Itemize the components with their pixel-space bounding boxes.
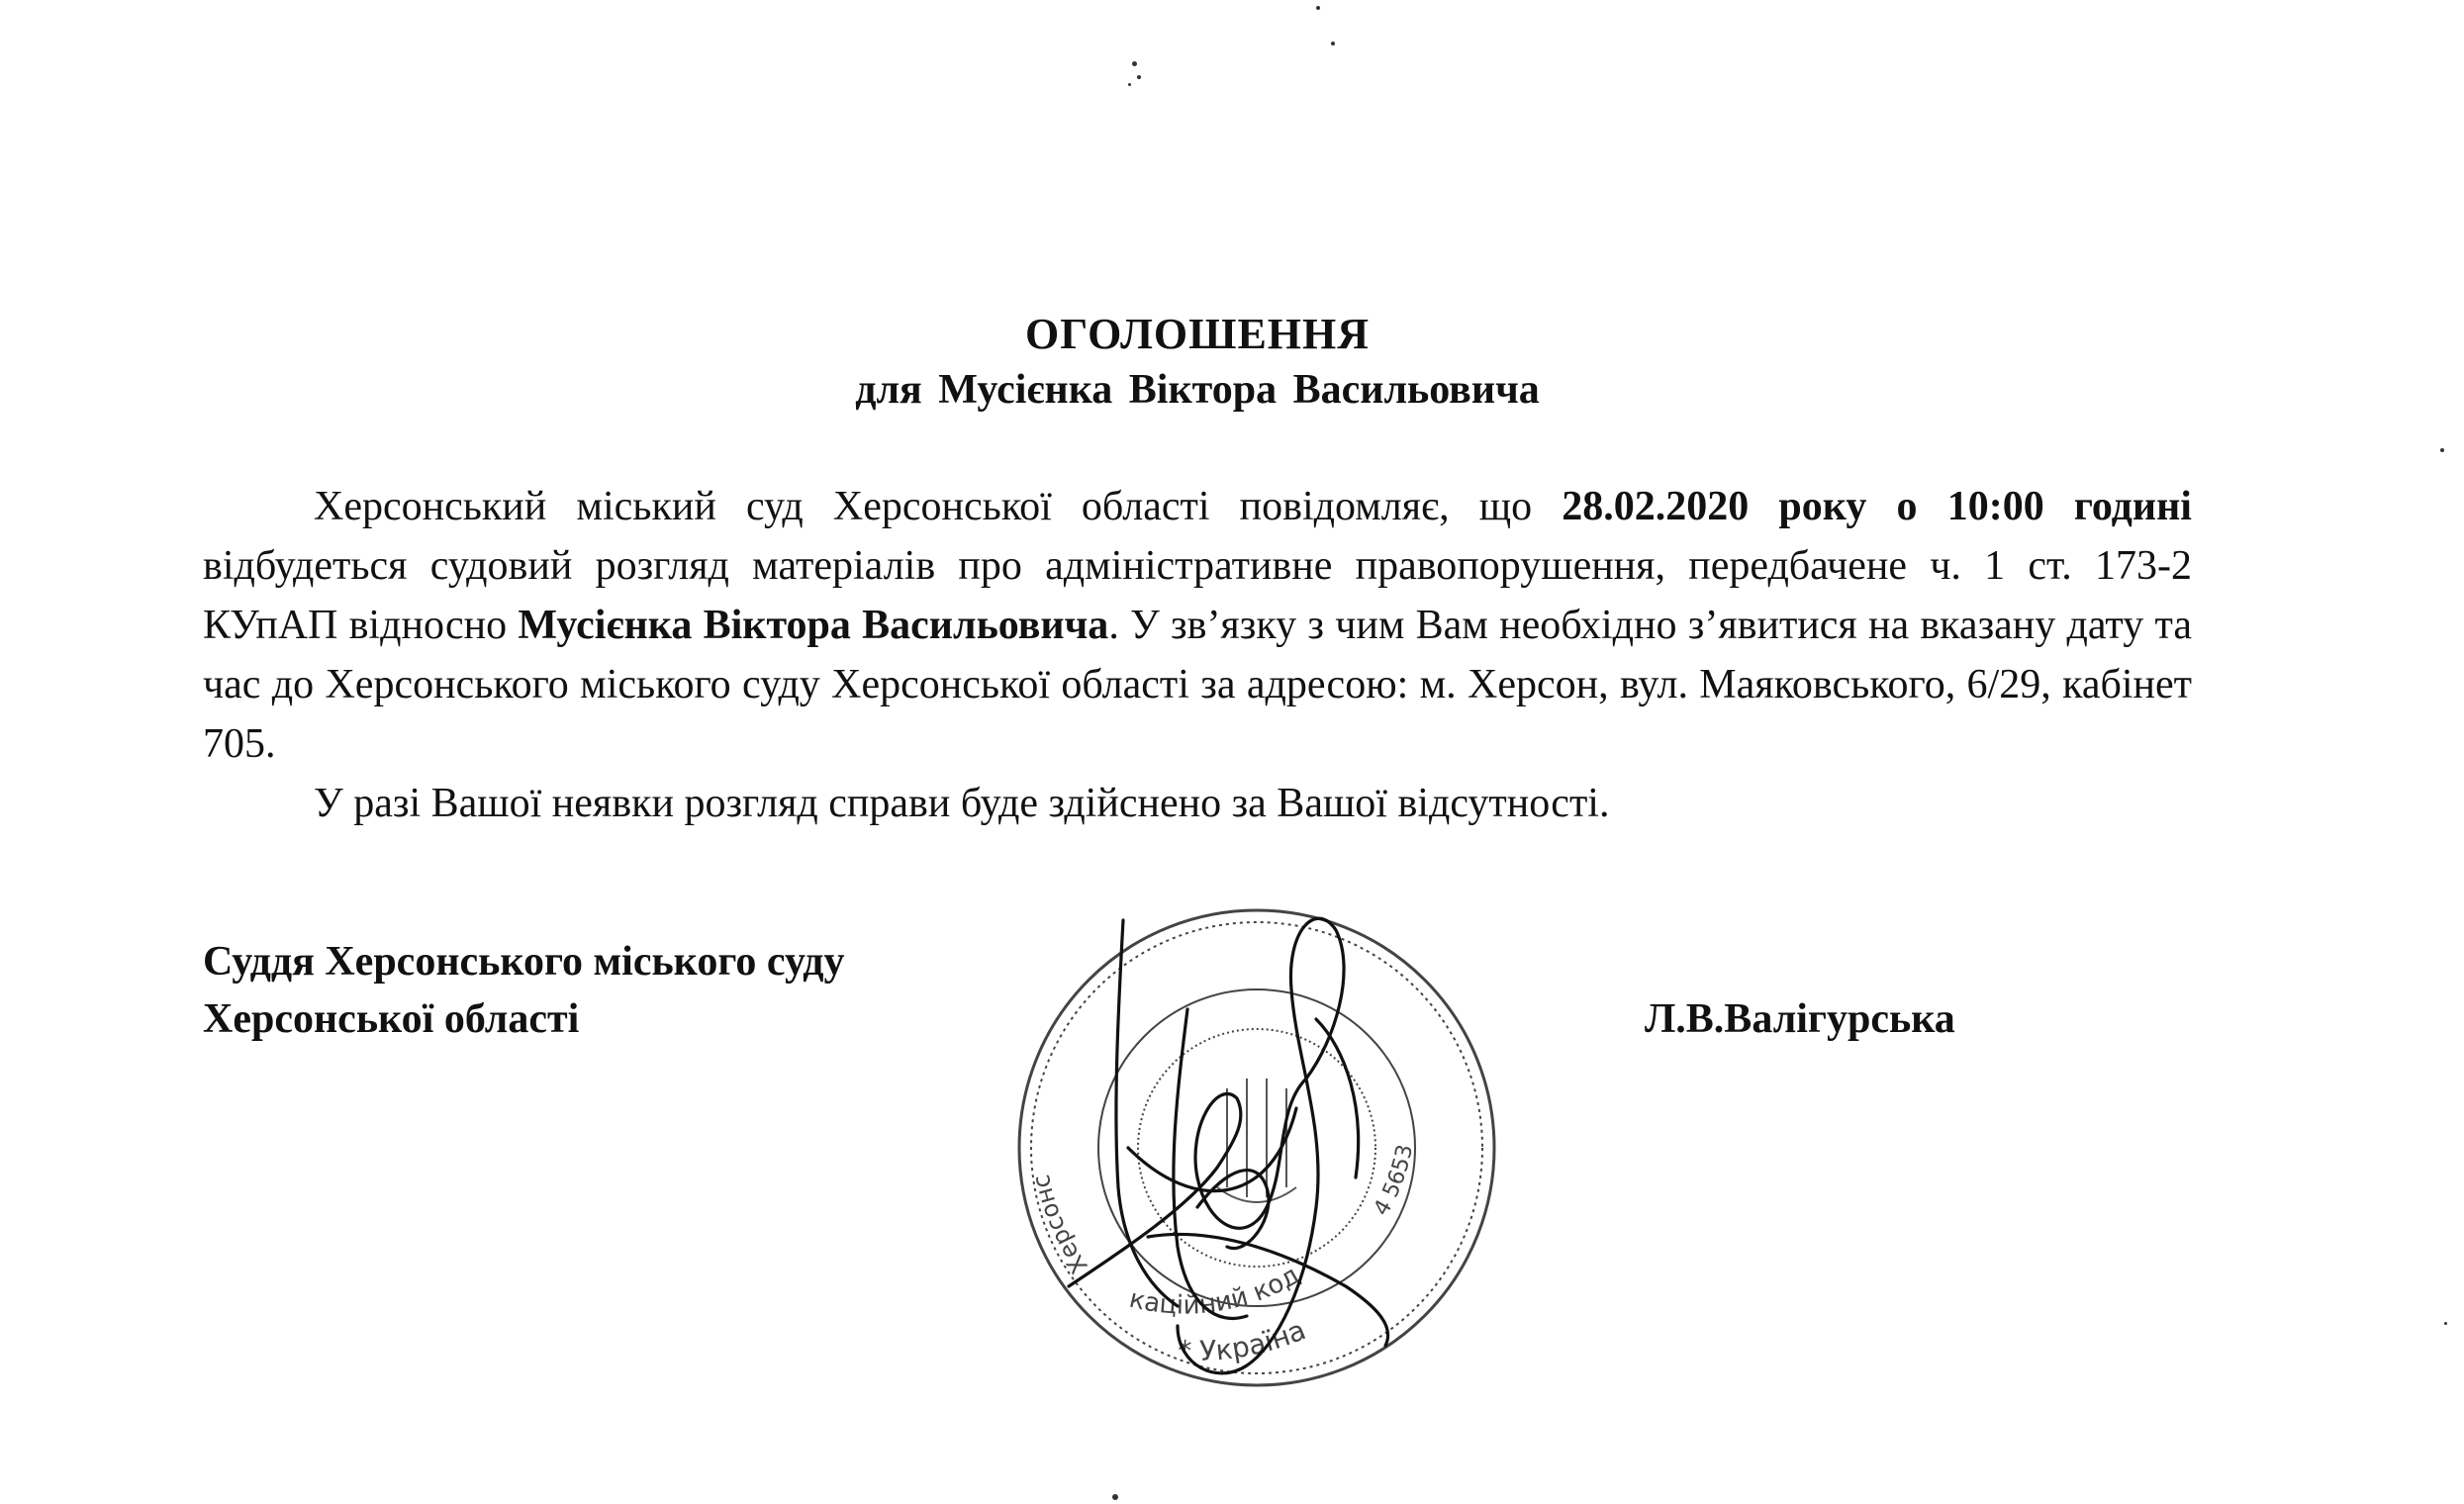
judge-position <box>203 933 845 1048</box>
stamp-text-left: Херсонс <box>1026 1172 1093 1279</box>
notice-text: . У зв’язку з чим Вам необхідно з’явитися на вказану дату та час до Херсонського міського суду Херсонської області за адресою: м. Херсон, вул. Маяковського, 6/29, кабінет 705. <box>203 603 2192 767</box>
stamp-text-bottom: кацiйний код <box>1126 1260 1305 1321</box>
stamp-text-country: * Україна <box>1177 1313 1311 1367</box>
scan-speck <box>2440 448 2444 452</box>
notice-text: відбудеться судовий розгляд матеріалів про адміністративне правопорушення, передбачене ч. 1 ст. 173-2 КУпАП відносно <box>203 543 2192 648</box>
defendant-name: Мусієнка Віктора Васильовича <box>518 603 1109 648</box>
notice-paragraph-1 <box>203 477 2192 774</box>
scan-speck <box>2444 1322 2447 1325</box>
scan-speck <box>1112 1494 1118 1500</box>
stamp-text <box>1177 1313 1310 1367</box>
scan-speck <box>1128 83 1131 86</box>
stamp-text-code: 4 5653 <box>1369 1142 1419 1221</box>
notice-paragraph-2: У разі Вашої неявки розгляд справи буде здійснено за Вашої відсутності. <box>314 781 1610 826</box>
document-addressee: для Мусієнка Віктора Васильовича <box>855 367 1540 413</box>
judge-position-line: Суддя Херсонського міського суду <box>203 939 845 985</box>
stamp-text <box>1126 1261 1304 1321</box>
scan-speck <box>1132 61 1137 66</box>
scan-speck <box>1331 42 1335 46</box>
notice-text: Херсонський міський суд Херсонської області повідомляє, що <box>314 484 1563 529</box>
scan-speck <box>1316 6 1320 10</box>
notice-body <box>203 477 2192 833</box>
stamp-text <box>1027 1173 1093 1279</box>
hearing-datetime: 28.02.2020 року о 10:00 годині <box>1562 484 2192 529</box>
document-title: ОГОЛОШЕННЯ <box>1024 310 1371 358</box>
stamp-circles <box>1019 910 1494 1385</box>
judge-name: Л.В.Валігурська <box>1645 996 1955 1042</box>
scan-speck <box>1137 75 1141 79</box>
official-stamp <box>950 891 1504 1445</box>
judge-position-line: Херсонської області <box>203 996 580 1042</box>
